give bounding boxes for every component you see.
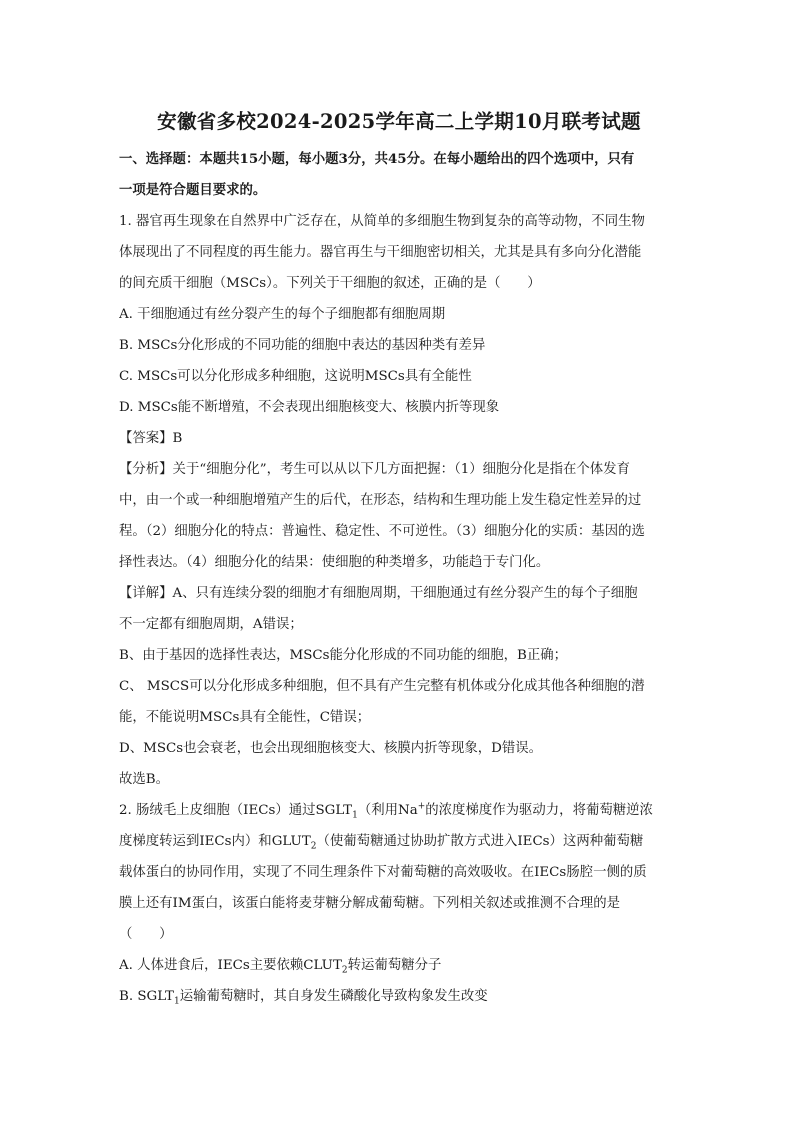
q1-option-c: C. MSCs可以分化形成多种细胞，这说明MSCs具有全能性 <box>119 369 472 384</box>
q1-option-b: B. MSCs分化形成的不同功能的细胞中表达的基因种类有差异 <box>119 338 486 353</box>
q2-stem-line-1: 2. 肠绒毛上皮细胞（IECs）通过$SGLT_1$（利用Na+的浓度梯度作为驱动力，将葡萄糖逆浓 <box>119 801 653 821</box>
q2-stem-line-3: 载体蛋白的协同作用，实现了不同生理条件下对葡萄糖的高效吸收。在IECs肠腔一侧的质 <box>119 865 647 880</box>
q2-stem-line-5: （ ） <box>119 927 173 942</box>
q1-detail-line-6: D、MSCs也会衰老，也会出现细胞核变大、核膜内折等现象，D错误。 <box>119 741 543 756</box>
q1-detail-line-1: 【详解】A、只有连续分裂的细胞才有细胞周期，干细胞通过有丝分裂产生的每个子细胞 <box>119 586 638 601</box>
q1-answer: 【答案】B <box>119 431 183 446</box>
q1-option-d: D. MSCs能不断增殖，不会表现出细胞核变大、核膜内折等现象 <box>119 400 500 415</box>
section-header-line-2: 一项是符合题目要求的。 <box>119 182 267 198</box>
q1-stem-line-1: 1. 器官再生现象在自然界中广泛存在，从简单的多细胞生物到复杂的高等动物，不同生物 <box>119 214 645 229</box>
page-title: 安徽省多校2024-2025学年高二上学期10月联考试题 <box>157 110 641 133</box>
question-2 <box>119 795 679 1012</box>
q1-detail-line-3: B、由于基因的选择性表达，MSCs能分化形成的不同功能的细胞，B正确； <box>119 648 568 663</box>
exam-page <box>119 96 679 1012</box>
q1-stem-line-2: 体展现出了不同程度的再生能力。器官再生与干细胞密切相关，尤其是具有多向分化潜能 <box>119 245 642 260</box>
question-1 <box>119 206 679 795</box>
q2-stem-line-2: 度梯度转运到IECs内）和$GLUT_2$（使葡萄糖通过协助扩散方式进入IECs）这两种葡萄糖 <box>119 834 644 852</box>
section-header-line-1: 一、选择题：本题共15小题，每小题3分，共45分。在每小题给出的四个选项中，只有 <box>119 151 635 167</box>
q1-analysis-line-4: 择性表达。（4）细胞分化的结果：使细胞的种类增多，功能趋于专门化。 <box>119 555 550 570</box>
q1-analysis-line-2: 中，由一个或一种细胞增殖产生的后代，在形态，结构和生理功能上发生稳定性差异的过 <box>119 493 642 508</box>
q1-conclusion: 故选B。 <box>119 772 170 787</box>
q2-option-b: B. $SGLT_1$运输葡萄糖时，其自身发生磷酸化导致构象发生改变 <box>119 989 488 1007</box>
q1-analysis-line-1: 【分析】关于“细胞分化”，考生可以从以下几方面把握：（1）细胞分化是指在个体发育 <box>119 462 630 477</box>
q2-option-a: A. 人体进食后，IECs主要依赖$CLUT_2$转运葡萄糖分子 <box>119 958 442 976</box>
q1-detail-line-2: 不一定都有细胞周期，A错误； <box>119 617 303 632</box>
q1-detail-line-4: C、 MSCS可以分化形成多种细胞，但不具有产生完整有机体或分化成其他各种细胞的潜 <box>119 679 645 694</box>
q1-option-a: A. 干细胞通过有丝分裂产生的每个子细胞都有细胞周期 <box>119 307 446 322</box>
q2-stem-line-4: 膜上还有IM蛋白，该蛋白能将麦芽糖分解成葡萄糖。下列相关叙述或推测不合理的是 <box>119 896 621 911</box>
q1-detail-line-5: 能，不能说明MSCs具有全能性，C错误； <box>119 710 371 725</box>
q1-analysis-line-3: 程。（2）细胞分化的特点：普遍性、稳定性、不可逆性。（3）细胞分化的实质：基因的选 <box>119 524 645 539</box>
q1-stem-line-3: 的间充质干细胞（MSCs）。下列关于干细胞的叙述，正确的是（ ） <box>119 276 541 291</box>
